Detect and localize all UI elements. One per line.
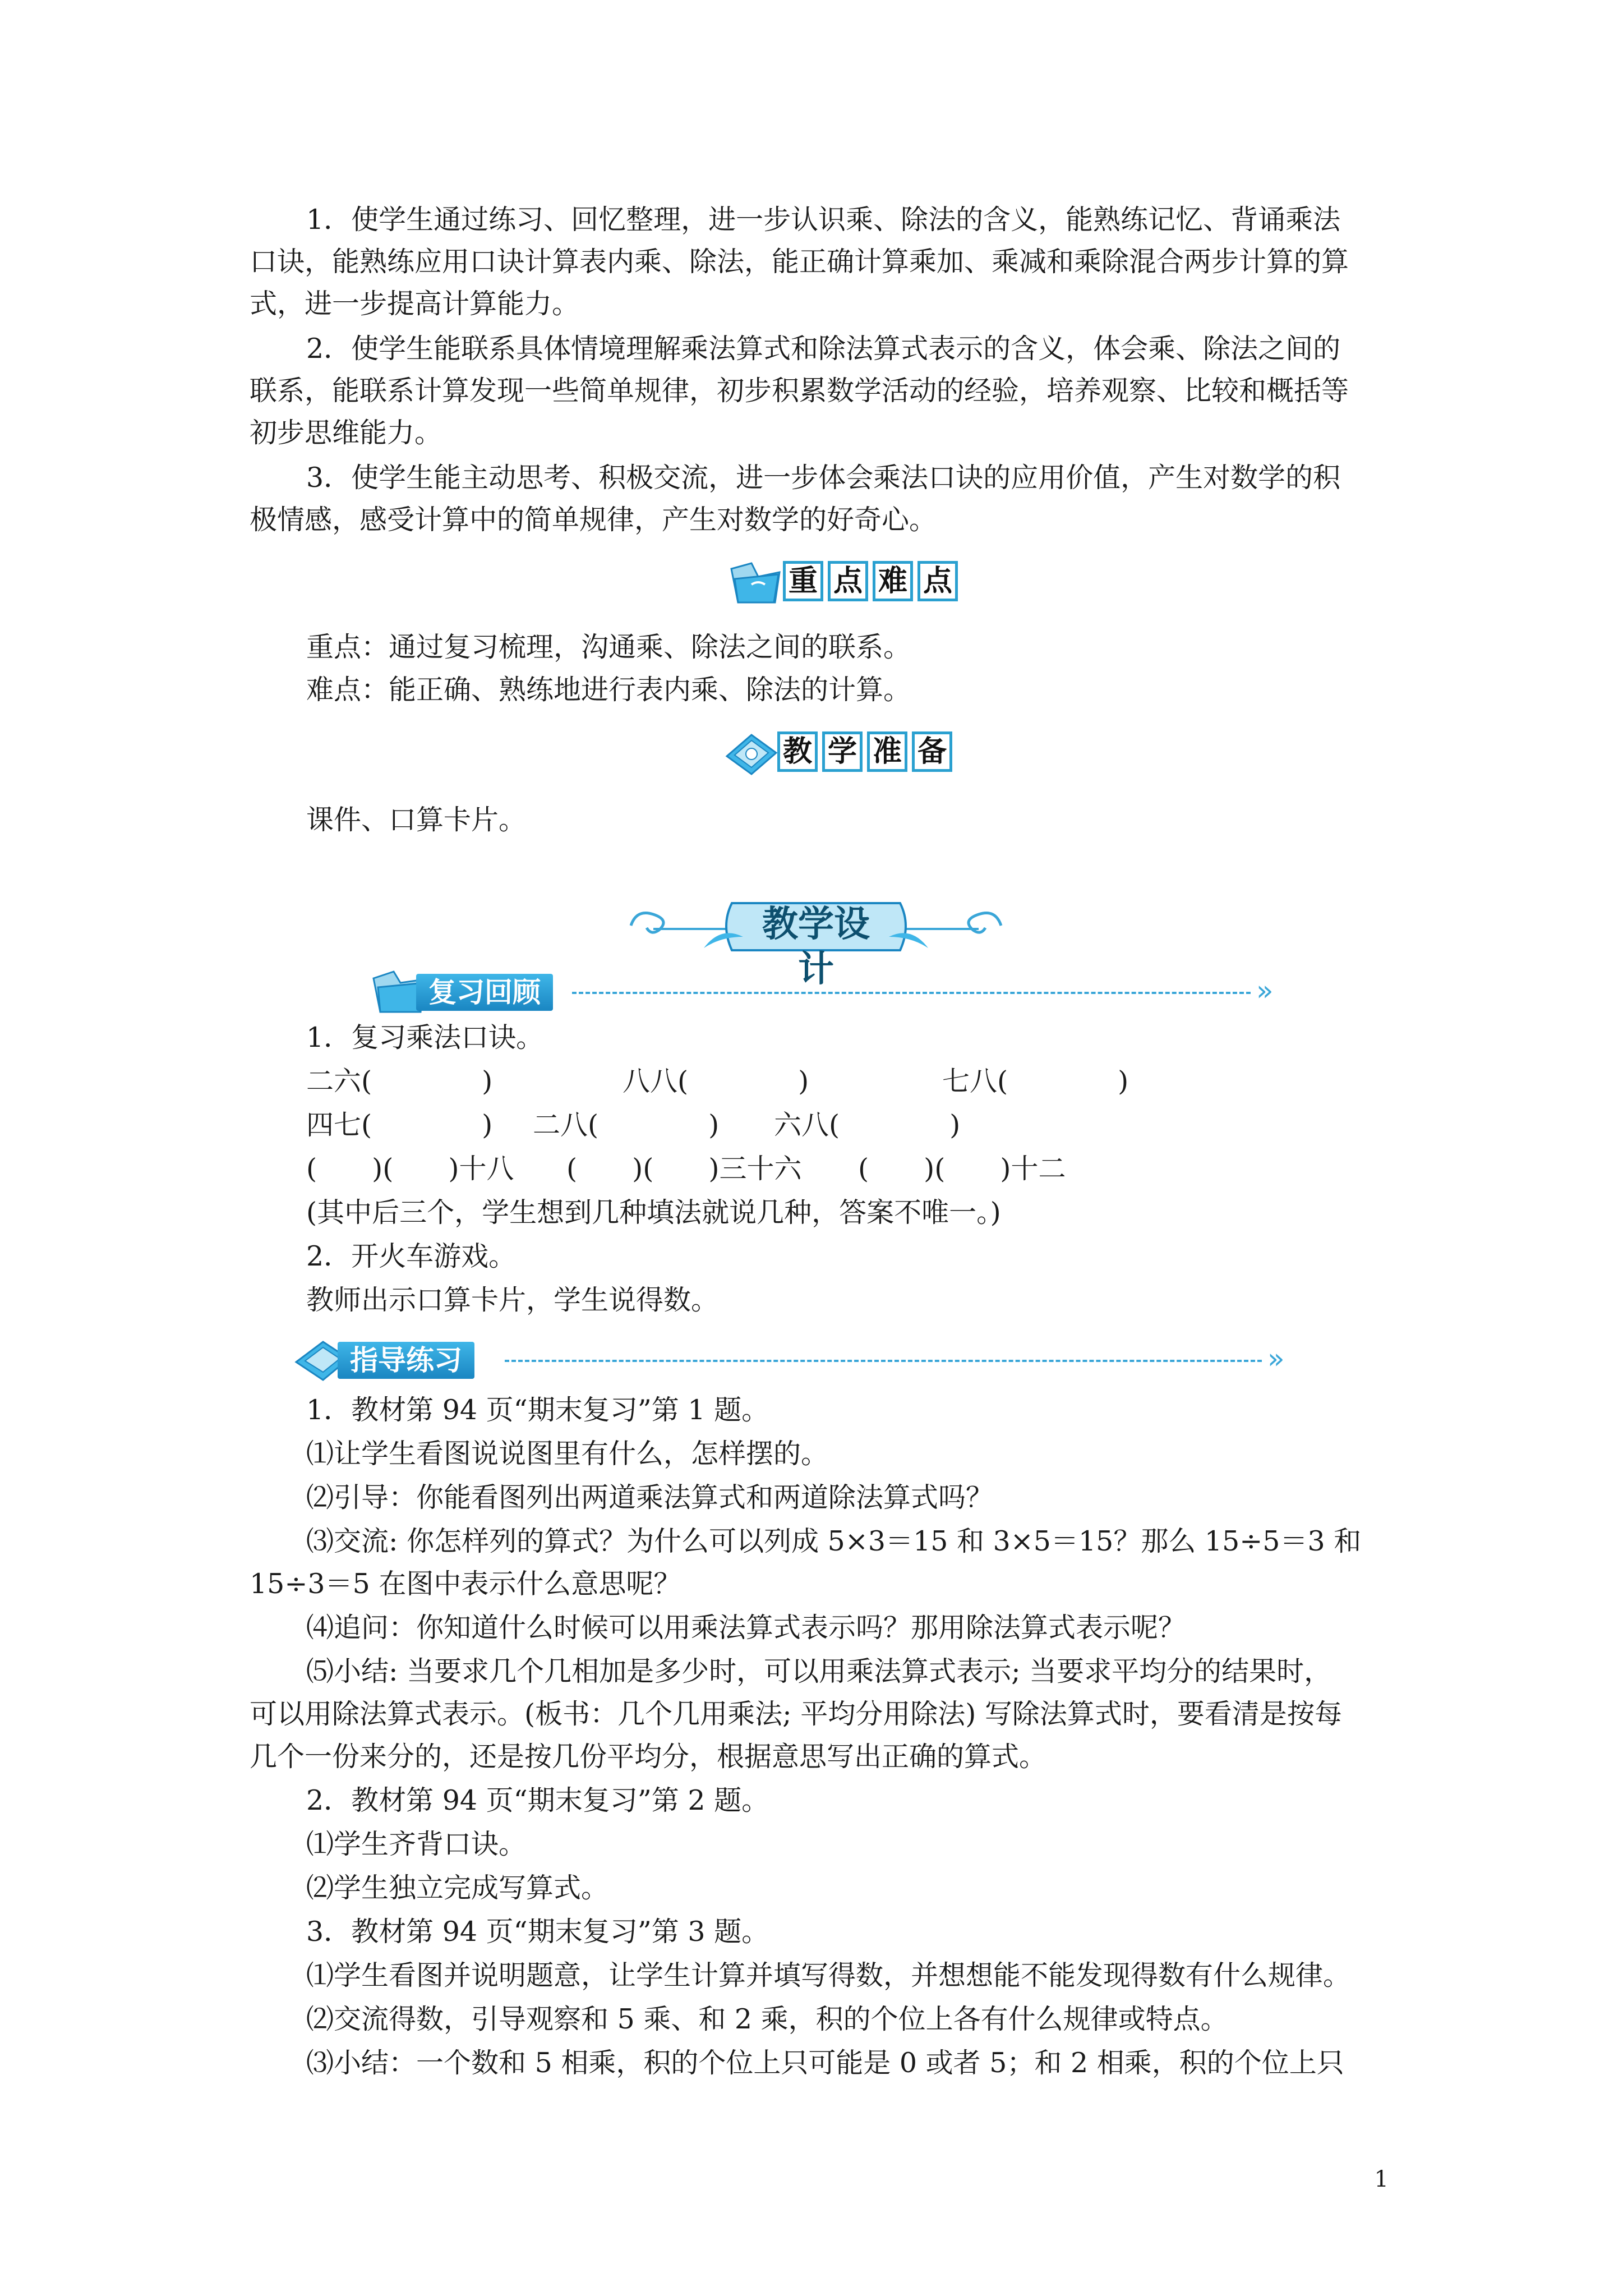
practice-line: ⑴学生齐背口诀。 xyxy=(306,1828,527,1860)
review-cell: 四七( ) xyxy=(306,1109,493,1141)
practice-line: 1．教材第 94 页“期末复习”第 1 题。 xyxy=(306,1394,769,1426)
review-item-2-text: 教师出示口算卡片，学生说得数。 xyxy=(306,1284,719,1316)
preparation-header xyxy=(723,729,970,776)
practice-line: 3．教材第 94 页“期末复习”第 3 题。 xyxy=(306,1916,769,1948)
title-char: 备 xyxy=(912,731,952,772)
review-cell: ( )( )十八 xyxy=(306,1153,514,1185)
review-cell: ( )( )十二 xyxy=(858,1153,1066,1185)
title-char: 准 xyxy=(867,731,907,772)
practice-line: ⑴学生看图并说明题意，让学生计算并填写得数，并想想能不能发现得数有什么规律。 xyxy=(306,1959,1351,1991)
objective-line: 联系，能联系计算发现一些简单规律，初步积累数学活动的经验，培养观察、比较和概括等 xyxy=(250,375,1349,407)
title-char: 学 xyxy=(822,731,863,772)
objective-line: 3．使学生能主动思考、积极交流，进一步体会乘法口诀的应用价值，产生对数学的积 xyxy=(306,462,1341,494)
review-cell: 七八( ) xyxy=(942,1065,1129,1097)
review-cell: ( )( )三十六 xyxy=(566,1153,802,1185)
key-points-title xyxy=(783,561,958,601)
key-point-line: 难点：能正确、熟练地进行表内乘、除法的计算。 xyxy=(306,674,911,706)
dashed-rule xyxy=(505,1360,1262,1362)
review-tab-label: 复习回顾 xyxy=(416,974,553,1011)
review-cell: 八八( ) xyxy=(623,1065,809,1097)
double-arrow-icon: » xyxy=(1256,974,1274,1007)
practice-line: ⑴让学生看图说说图里有什么，怎样摆的。 xyxy=(306,1438,829,1470)
practice-line: 2．教材第 94 页“期末复习”第 2 题。 xyxy=(306,1784,769,1816)
title-char: 难 xyxy=(873,561,913,601)
practice-line: ⑸小结: 当要求几个几相加是多少时，可以用乘法算式表示; 当要求平均分的结果时， xyxy=(306,1655,1332,1687)
review-tab xyxy=(370,966,1324,1016)
key-points-header xyxy=(729,559,976,606)
practice-line: 15÷3＝5 在图中表示什么意思呢？ xyxy=(250,1568,681,1600)
review-cell: 二六( ) xyxy=(306,1065,493,1097)
practice-tab-label: 指导练习 xyxy=(338,1342,474,1379)
preparation-title xyxy=(777,731,952,772)
review-cell: 六八( ) xyxy=(774,1109,961,1141)
double-arrow-icon: » xyxy=(1267,1342,1285,1375)
objective-line: 式，进一步提高计算能力。 xyxy=(250,288,580,320)
key-point-line: 重点：通过复习梳理，沟通乘、除法之间的联系。 xyxy=(306,631,911,663)
banner-title: 教学设计 xyxy=(762,904,870,990)
objective-line: 2．使学生能联系具体情境理解乘法算式和除法算式表示的含义，体会乘、除法之间的 xyxy=(306,333,1341,365)
preparation-text: 课件、口算卡片。 xyxy=(306,804,527,836)
title-char: 点 xyxy=(828,561,868,601)
review-cell: 二八( ) xyxy=(533,1109,720,1141)
review-item-1: 1．复习乘法口诀。 xyxy=(306,1022,544,1053)
page-number: 1 xyxy=(1374,2166,1389,2192)
practice-line: 几个一份来分的，还是按几份平均分，根据意思写出正确的算式。 xyxy=(250,1741,1047,1773)
dashed-rule xyxy=(572,992,1251,994)
objective-line: 口诀，能熟练应用口诀计算表内乘、除法，能正确计算乘加、乘减和乘除混合两步计算的算 xyxy=(250,246,1349,278)
title-char: 重 xyxy=(783,561,823,601)
teaching-design-banner xyxy=(620,892,1012,990)
review-note: (其中后三个，学生想到几种填法就说几种，答案不唯一。) xyxy=(306,1197,1001,1228)
practice-line: ⑶交流: 你怎样列的算式？为什么可以列成 5×3＝15 和 3×5＝15？那么 15÷5＝3 和 xyxy=(306,1525,1362,1557)
practice-line: ⑶小结：一个数和 5 相乘，积的个位上只可能是 0 或者 5；和 2 相乘，积的个位上只 xyxy=(306,2047,1344,2079)
review-item-2: 2．开火车游戏。 xyxy=(306,1240,517,1272)
book-icon xyxy=(723,730,780,776)
objective-line: 1．使学生通过练习、回忆整理，进一步认识乘、除法的含义，能熟练记忆、背诵乘法 xyxy=(306,204,1341,236)
folder-icon xyxy=(729,560,785,606)
practice-tab xyxy=(292,1334,1312,1384)
practice-line: ⑵引导：你能看图列出两道乘法算式和两道除法算式吗？ xyxy=(306,1481,994,1513)
practice-line: ⑵学生独立完成写算式。 xyxy=(306,1872,609,1904)
practice-line: ⑵交流得数，引导观察和 5 乘、和 2 乘，积的个位上各有什么规律或特点。 xyxy=(306,2003,1228,2035)
title-char: 点 xyxy=(917,561,958,601)
practice-line: ⑷追问：你知道什么时候可以用乘法算式表示吗？那用除法算式表示呢？ xyxy=(306,1612,1186,1644)
objective-line: 极情感，感受计算中的简单规律，产生对数学的好奇心。 xyxy=(250,504,937,536)
title-char: 教 xyxy=(777,731,818,772)
practice-line: 可以用除法算式表示。(板书：几个几用乘法; 平均分用除法) 写除法算式时，要看清是按每 xyxy=(250,1698,1342,1730)
objective-line: 初步思维能力。 xyxy=(250,417,442,449)
